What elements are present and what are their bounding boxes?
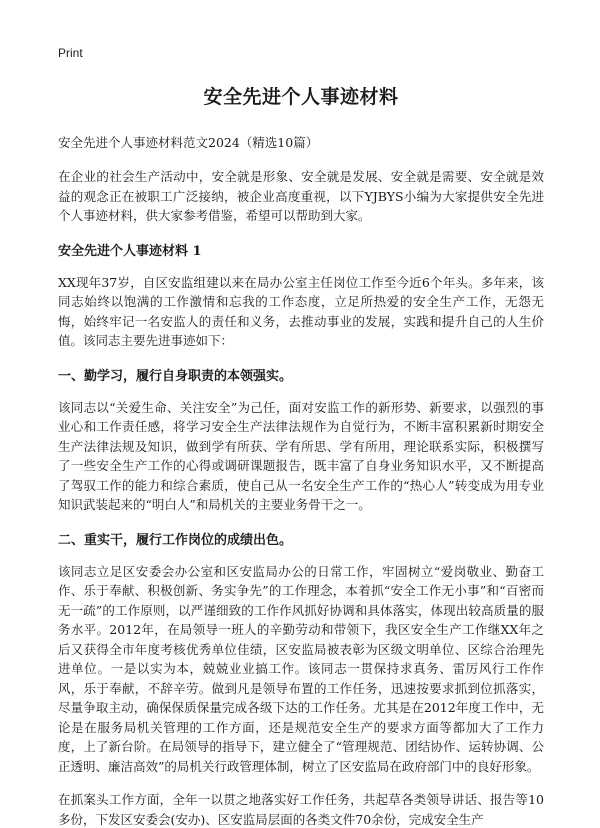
body-paragraph-3: 该同志立足区安委会办公室和区安监局办公的日常工作，牢固树立“爱岗敬业、勤奋工作、乐于奉献、积极创新、务实争先”的工作理念，本着抓“安全工作无小事”和“百密而无一疏”的工作原则，以严谨细致的工作作风抓好协调和具体落实，体现出较高质量的服务水平。2012年，在局领导一班人的辛勤劳动和带领下，我区安全生产工作继XX年之后又获得全市年度考核优秀单位佳绩，区安监局被表彰为区级文明单位、区综合治理先进单位。一是以实为本，兢兢业业搞工作。该同志一贯保持求真务、雷厉风行工作作风，乐于奉献，不辞辛劳。做到凡是领导布置的工作任务，迅速按要求抓到位抓落实，尽量争取主动，确保保质保量完成各级下达的工作任务。尤其是在2012年度工作中，无论是在服务局机关管理的工作方面，还是规范安全生产的要求方面等都加大了工作力度，上了新台阶。在局领导的指导下，建立健全了“管理规范、团结协作、运转协调、公正透明、廉洁高效”的局机关行政管理体制，树立了区安监局在政府部门中的良好形象。: [58, 563, 544, 774]
article-heading: 安全先进个人事迹材料 1: [58, 243, 202, 259]
print-link[interactable]: Print: [58, 46, 83, 60]
intro-paragraph: 在企业的社会生产活动中，安全就是形象、安全就是发展、安全就是需要、安全就是效益的观念正在被职工广泛接纳，被企业高度重视，以下YJBYS小编为大家提供安全先进个人事迹材料，供大家参考借鉴，希望可以帮助到大家。: [58, 169, 544, 223]
body-paragraph-4: 在抓案头工作方面，全年一以贯之地落实好工作任务，共起草各类领导讲话、报告等10多份，下发区安委会(安办)、区安监局层面的各类文件70余份，完成安全生产: [58, 792, 544, 827]
body-paragraph-2: 该同志以“关爱生命、关注安全”为己任，面对安监工作的新形势、新要求，以强烈的事业心和工作责任感，将学习安全生产法律法规作为自觉行为，不断丰富积累新时期安全生产法律法规及知识，做到学有所获、学有所思、学有所用，理论联系实际，积极撰写了一些安全生产工作的心得或调研课题报告，既丰富了自身业务知识水平，又不断提高了驾驭工作的能力和综合素质，使自己从一名安全生产工作的“热心人”转变成为用专业知识武装起来的“明白人”和局机关的主要业务骨干之一。: [58, 399, 544, 512]
body-paragraph-1: XX现年37岁，自区安监组建以来在局办公室主任岗位工作至今近6个年头。多年来，该同志始终以饱满的工作激情和忘我的工作态度，立足所热爱的安全生产工作，无怨无悔，始终牢记一名安监人的责任和义务，去推动事业的发展，实践和提升自己的人生价值。该同志主要先进事迹如下：: [58, 274, 544, 348]
section-heading-1: 一、勤学习，履行自身职责的本领强实。: [58, 368, 293, 384]
section-heading-2: 二、重实干，履行工作岗位的成绩出色。: [58, 532, 293, 548]
page-title: 安全先进个人事迹材料: [203, 86, 399, 108]
article-subtitle: 安全先进个人事迹材料范文2024（精选10篇）: [58, 135, 319, 150]
